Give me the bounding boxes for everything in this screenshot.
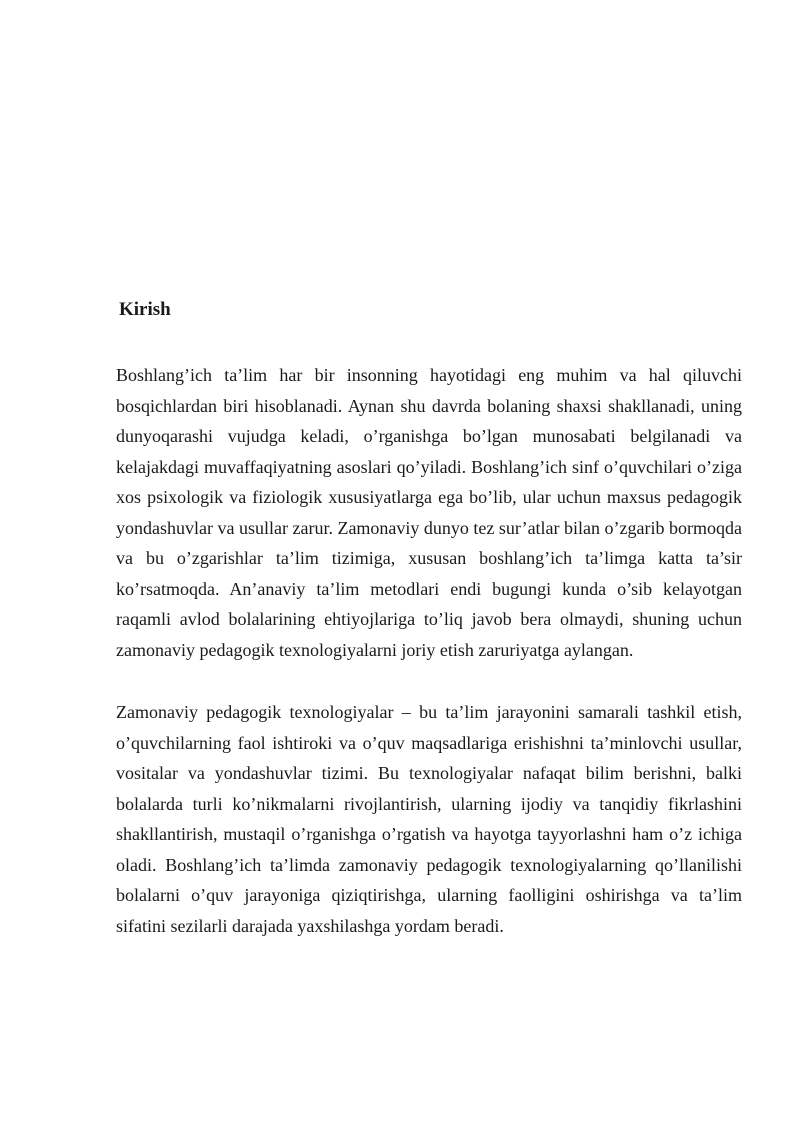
paragraph-2: Zamonaviy pedagogik texnologiyalar – bu ta’lim jarayonini samarali tashkil etish, o’quvchilarning faol ishtiroki va o’quv maqsadlariga erishishni ta’minlovchi usullar, vositalar va yondashuvlar tizimi. Bu texnologiyalar nafaqat bilim berishni, balki bolalarda turli ko’nikmalarni rivojlantirish, ularning ijodiy va tanqidiy fikrlashini shakllantirish, mustaqil o’rganishga o’rgatish va hayotga tayyorlashni ham o’z ichiga oladi. Boshlang’ich ta’limda zamonaviy pedagogik texnologiyalarning qo’llanilishi bolalarni o’quv jarayoniga qiziqtirishga, ularning faolligini oshirishga va ta’lim sifatini sezilarli darajada yaxshilashga yordam beradi. [116, 702, 742, 936]
document-body [116, 360, 742, 941]
section-heading: Kirish [119, 299, 171, 320]
paragraph-1: Boshlang’ich ta’lim har bir insonning hayotidagi eng muhim va hal qiluvchi bosqichlardan biri hisoblanadi. Aynan shu davrda bolaning shaxsi shakllanadi, uning dunyoqarashi vujudga keladi, o’rganishga bo’lgan munosabati belgilanadi va kelajakdagi muvaffaqiyatning asoslari qo’yiladi. Boshlang’ich sinf o’quvchilari o’ziga xos psixologik va fiziologik xususiyatlarga ega bo’lib, ular uchun maxsus pedagogik yondashuvlar va usullar zarur. Zamonaviy dunyo tez sur’atlar bilan o’zgarib bormoqda va bu o’zgarishlar ta’lim tizimiga, xususan boshlang’ich ta’limga katta ta’sir ko’rsatmoqda. An’anaviy ta’lim metodlari endi bugungi kunda o’sib kelayotgan raqamli avlod bolalarining ehtiyojlariga to’liq javob bera olmaydi, shuning uchun zamonaviy pedagogik texnologiyalarni joriy etish zaruriyatga aylangan. [116, 365, 742, 660]
